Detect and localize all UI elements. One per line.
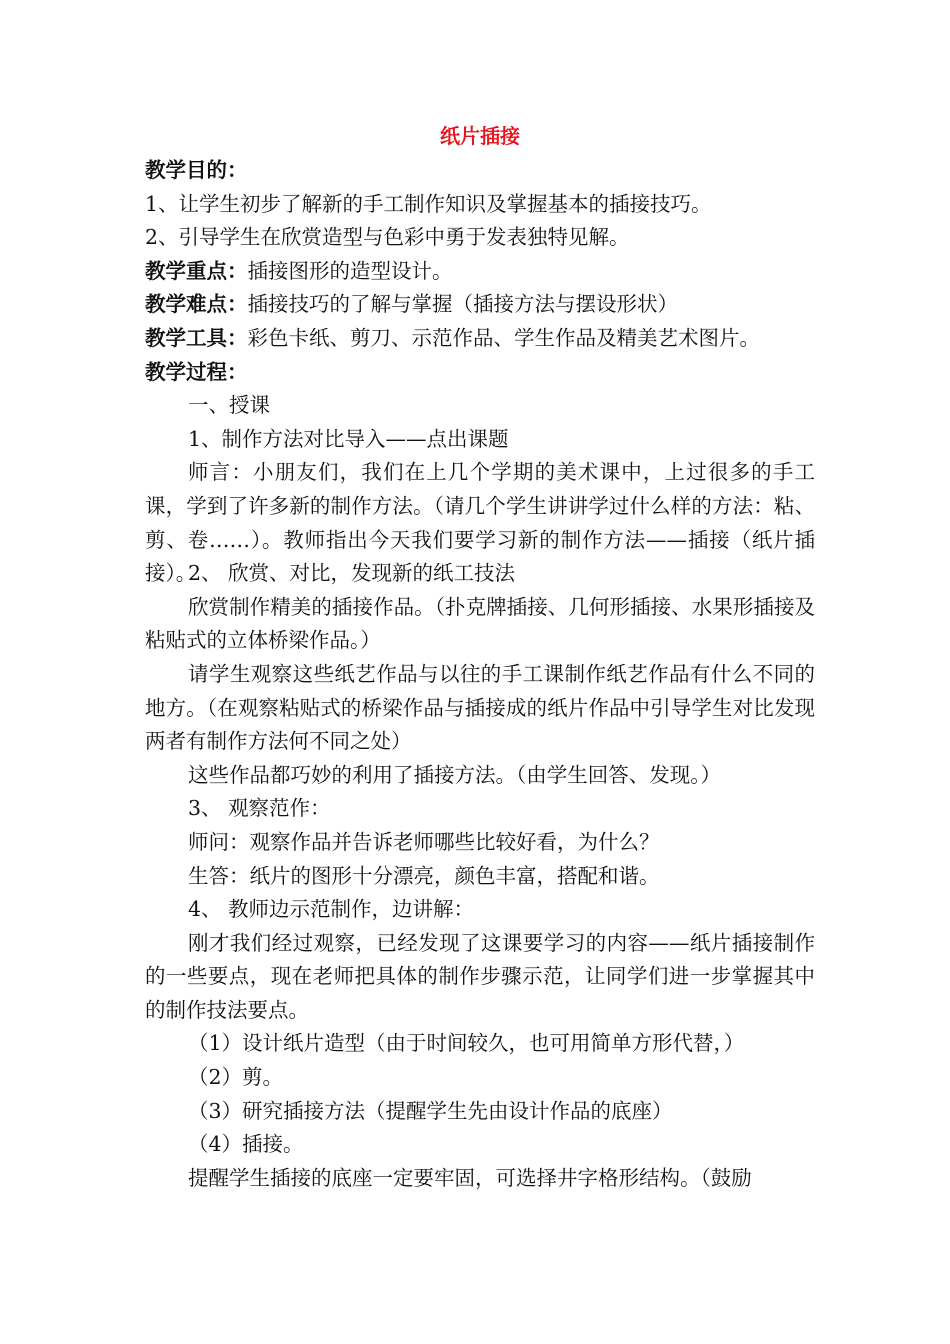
sub-step-4: （4）插接。 (188, 1132, 304, 1157)
step-2-heading: 2、 欣赏、对比，发现新的纸工技法 (188, 561, 516, 586)
tools-text: 彩色卡纸、剪刀、示范作品、学生作品及精美艺术图片。 (247, 325, 760, 350)
process-heading: 教学过程： (145, 359, 248, 384)
document-title: 纸片插接 (440, 124, 520, 148)
sub-step-2: （2）剪。 (188, 1065, 284, 1090)
paragraph-demo: 刚才我们经过观察，已经发现了这课要学习的内容——纸片插接制作的一些要点，现在老师把具体的制作步骤示范，让同学们进一步掌握其中的制作技法要点。 (145, 930, 815, 1022)
paragraph-method: 这些作品都巧妙的利用了插接方法。（由学生回答、发现。） (188, 762, 721, 787)
paragraph-reminder: 提醒学生插接的底座一定要牢固，可选择井字格形结构。（鼓励 (188, 1165, 752, 1190)
focus-line (145, 255, 815, 289)
focus-text: 插接图形的造型设计。 (247, 258, 453, 283)
paragraph-teacher-question: 师问：观察作品并告诉老师哪些比较好看，为什么？ (188, 829, 660, 854)
goal-heading: 教学目的： (145, 158, 248, 182)
section-teaching: 一、授课 (188, 393, 270, 418)
step-1-heading: 1、制作方法对比导入——点出课题 (188, 426, 509, 451)
difficulty-label: 教学难点： (145, 292, 248, 317)
step-4-heading: 4、 教师边示范制作，边讲解： (188, 897, 475, 922)
step-3-heading: 3、 观察范作： (188, 796, 331, 821)
paragraph-appreciate: 欣赏制作精美的插接作品。（扑克牌插接、几何形插接、水果形插接及粘贴式的立体桥梁作品。） (145, 594, 815, 653)
goal-item-2: 2、引导学生在欣赏造型与色彩中勇于发表独特见解。 (145, 225, 630, 250)
difficulty-text: 插接技巧的了解与掌握（插接方法与摆设形状） (247, 292, 678, 317)
paragraph-student-answer: 生答：纸片的图形十分漂亮，颜色丰富，搭配和谐。 (188, 863, 660, 888)
sub-step-1: （1）设计纸片造型（由于时间较久，也可用简单方形代替，） (188, 1031, 745, 1056)
goal-item-1: 1、让学生初步了解新的手工制作知识及掌握基本的插接技巧。 (145, 191, 712, 216)
focus-label: 教学重点： (145, 258, 248, 283)
tools-line (145, 322, 815, 356)
sub-step-3: （3）研究插接方法（提醒学生先由设计作品的底座） (188, 1098, 673, 1123)
paragraph-observe: 请学生观察这些纸艺作品与以往的手工课制作纸艺作品有什么不同的地方。（在观察粘贴式的桥梁作品与插接成的纸片作品中引导学生对比发现两者有制作方法何不同之处） (145, 661, 815, 754)
difficulty-line (145, 288, 815, 322)
paragraph-teacher-intro: 师言：小朋友们，我们在上几个学期的美术课中，上过很多的手工课，学到了许多新的制作方法。（请几个学生讲讲学过什么样的方法：粘、剪、卷……）。教师指出今天我们要学习新的制作方法——插接（纸片插接）。 (145, 460, 815, 586)
tools-label: 教学工具： (145, 325, 248, 350)
document-page (145, 118, 815, 1195)
